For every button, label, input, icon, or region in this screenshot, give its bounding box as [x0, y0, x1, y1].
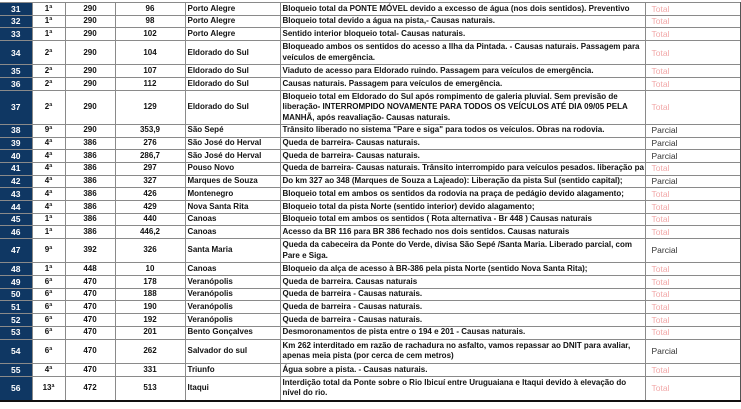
superintendencia-cell: 4ª — [32, 162, 65, 175]
status-cell: Total — [645, 15, 741, 28]
municipio-cell: Porto Alegre — [185, 15, 280, 28]
br-cell: 290 — [65, 3, 115, 16]
superintendencia-cell: 4ª — [32, 200, 65, 213]
municipio-cell: Itaqui — [185, 376, 280, 401]
table-row — [0, 65, 741, 78]
km-cell: 446,2 — [115, 226, 185, 239]
km-cell: 513 — [115, 376, 185, 401]
row-id-cell: 39 — [0, 137, 32, 150]
km-cell: 276 — [115, 137, 185, 150]
table-row — [0, 326, 741, 339]
municipio-cell: Eldorado do Sul — [185, 41, 280, 65]
br-cell: 386 — [65, 150, 115, 163]
table-row — [0, 28, 741, 41]
row-id-cell: 32 — [0, 15, 32, 28]
municipio-cell: Eldorado do Sul — [185, 78, 280, 91]
municipio-cell: São Sepé — [185, 124, 280, 137]
table-row — [0, 137, 741, 150]
row-id-cell: 38 — [0, 124, 32, 137]
superintendencia-cell: 4ª — [32, 175, 65, 188]
table-row — [0, 162, 741, 175]
table-row — [0, 339, 741, 363]
table-row — [0, 314, 741, 327]
status-cell: Total — [645, 200, 741, 213]
br-cell: 470 — [65, 326, 115, 339]
br-cell: 290 — [65, 28, 115, 41]
br-cell: 290 — [65, 78, 115, 91]
status-cell: Total — [645, 376, 741, 401]
km-cell: 262 — [115, 339, 185, 363]
superintendencia-cell: 2ª — [32, 90, 65, 124]
description-cell: Trânsito liberado no sistema "Pare e siga" para todos os veículos. Obras na rodovia. — [280, 124, 645, 137]
km-cell: 426 — [115, 188, 185, 201]
municipio-cell: Veranópolis — [185, 288, 280, 301]
br-cell: 386 — [65, 213, 115, 226]
km-cell: 107 — [115, 65, 185, 78]
status-cell: Total — [645, 213, 741, 226]
municipio-cell: Porto Alegre — [185, 28, 280, 41]
status-cell: Total — [645, 162, 741, 175]
superintendencia-cell: 1ª — [32, 213, 65, 226]
status-cell: Parcial — [645, 150, 741, 163]
row-id-cell: 54 — [0, 339, 32, 363]
superintendencia-cell: 2ª — [32, 65, 65, 78]
br-cell: 470 — [65, 301, 115, 314]
superintendencia-cell: 4ª — [32, 137, 65, 150]
description-cell: Sentido interior bloqueio total- Causas naturais. — [280, 28, 645, 41]
superintendencia-cell: 9ª — [32, 239, 65, 263]
br-cell: 472 — [65, 376, 115, 401]
br-cell: 290 — [65, 15, 115, 28]
municipio-cell: Veranópolis — [185, 314, 280, 327]
description-cell: Desmoronamentos de pista entre o 194 e 201 - Causas naturais. — [280, 326, 645, 339]
row-id-cell: 33 — [0, 28, 32, 41]
km-cell: 188 — [115, 288, 185, 301]
municipio-cell: Porto Alegre — [185, 3, 280, 16]
status-cell: Total — [645, 363, 741, 376]
br-cell: 290 — [65, 41, 115, 65]
status-cell: Total — [645, 288, 741, 301]
km-cell: 429 — [115, 200, 185, 213]
municipio-cell: Montenegro — [185, 188, 280, 201]
km-cell: 326 — [115, 239, 185, 263]
status-cell: Parcial — [645, 137, 741, 150]
status-cell: Total — [645, 226, 741, 239]
table-row — [0, 90, 741, 124]
description-cell: Km 262 interditado em razão de rachadura no asfalto, vamos repassar ao DNIT para avaliar, apenas meia pista (por cerca de cem metros) — [280, 339, 645, 363]
municipio-cell: Santa Maria — [185, 239, 280, 263]
table-row — [0, 78, 741, 91]
km-cell: 353,9 — [115, 124, 185, 137]
row-id-cell: 46 — [0, 226, 32, 239]
status-cell: Total — [645, 314, 741, 327]
br-cell: 386 — [65, 226, 115, 239]
status-cell: Total — [645, 78, 741, 91]
table-row — [0, 15, 741, 28]
km-cell: 440 — [115, 213, 185, 226]
br-cell: 386 — [65, 175, 115, 188]
br-cell: 470 — [65, 314, 115, 327]
table-row — [0, 276, 741, 289]
table-row — [0, 188, 741, 201]
br-cell: 386 — [65, 162, 115, 175]
br-cell: 386 — [65, 188, 115, 201]
br-cell: 470 — [65, 363, 115, 376]
table-row — [0, 41, 741, 65]
br-cell: 290 — [65, 124, 115, 137]
row-id-cell: 51 — [0, 301, 32, 314]
municipio-cell: Bento Gonçalves — [185, 326, 280, 339]
row-id-cell: 55 — [0, 363, 32, 376]
row-id-cell: 56 — [0, 376, 32, 401]
br-cell: 290 — [65, 65, 115, 78]
status-cell: Parcial — [645, 175, 741, 188]
km-cell: 297 — [115, 162, 185, 175]
description-cell: Queda de barreira- Causas naturais. — [280, 150, 645, 163]
superintendencia-cell: 6ª — [32, 314, 65, 327]
status-cell: Total — [645, 263, 741, 276]
table-row — [0, 150, 741, 163]
km-cell: 327 — [115, 175, 185, 188]
km-cell: 129 — [115, 90, 185, 124]
br-cell: 290 — [65, 90, 115, 124]
status-cell: Total — [645, 276, 741, 289]
table-row — [0, 124, 741, 137]
municipio-cell: Marques de Souza — [185, 175, 280, 188]
municipio-cell: Canoas — [185, 213, 280, 226]
table-row — [0, 175, 741, 188]
description-cell: Queda da cabeceira da Ponte do Verde, divisa São Sepé /Santa Maria. Liberado parcial, com Pare e Siga. — [280, 239, 645, 263]
status-cell: Parcial — [645, 339, 741, 363]
municipio-cell: Canoas — [185, 263, 280, 276]
superintendencia-cell: 6ª — [32, 288, 65, 301]
br-cell: 386 — [65, 137, 115, 150]
municipio-cell: Nova Santa Rita — [185, 200, 280, 213]
description-cell: Bloqueio total devido a água na pista,- Causas naturais. — [280, 15, 645, 28]
municipio-cell: Salvador do sul — [185, 339, 280, 363]
km-cell: 178 — [115, 276, 185, 289]
km-cell: 190 — [115, 301, 185, 314]
table-row — [0, 200, 741, 213]
row-id-cell: 42 — [0, 175, 32, 188]
road-status-table — [0, 2, 741, 402]
row-id-cell: 50 — [0, 288, 32, 301]
superintendencia-cell: 6ª — [32, 276, 65, 289]
br-cell: 470 — [65, 276, 115, 289]
row-id-cell: 31 — [0, 3, 32, 16]
description-cell: Queda de barreira - Causas naturais. — [280, 301, 645, 314]
municipio-cell: São José do Herval — [185, 150, 280, 163]
km-cell: 96 — [115, 3, 185, 16]
row-id-cell: 52 — [0, 314, 32, 327]
br-cell: 386 — [65, 200, 115, 213]
superintendencia-cell: 1ª — [32, 263, 65, 276]
row-id-cell: 53 — [0, 326, 32, 339]
superintendencia-cell: 9ª — [32, 124, 65, 137]
table-row — [0, 239, 741, 263]
municipio-cell: São José do Herval — [185, 137, 280, 150]
br-cell: 448 — [65, 263, 115, 276]
table-row — [0, 3, 741, 16]
km-cell: 104 — [115, 41, 185, 65]
status-cell: Total — [645, 3, 741, 16]
table-row — [0, 376, 741, 401]
row-id-cell: 49 — [0, 276, 32, 289]
municipio-cell: Triunfo — [185, 363, 280, 376]
row-id-cell: 41 — [0, 162, 32, 175]
km-cell: 102 — [115, 28, 185, 41]
description-cell: Interdição total da Ponte sobre o Rio Ibicuí entre Uruguaiana e Itaqui devido à elevação do nível do rio. — [280, 376, 645, 401]
description-cell: Causas naturais. Passagem para veículos de emergência. — [280, 78, 645, 91]
superintendencia-cell: 1ª — [32, 3, 65, 16]
table-row — [0, 263, 741, 276]
status-cell: Parcial — [645, 239, 741, 263]
status-cell: Total — [645, 326, 741, 339]
km-cell: 201 — [115, 326, 185, 339]
superintendencia-cell: 6ª — [32, 301, 65, 314]
row-id-cell: 37 — [0, 90, 32, 124]
status-cell: Total — [645, 301, 741, 314]
description-cell: Queda de barreira - Causas naturais. — [280, 288, 645, 301]
description-cell: Bloqueio total em ambos os sentidos ( Rota alternativa - Br 448 ) Causas naturais — [280, 213, 645, 226]
superintendencia-cell: 6ª — [32, 326, 65, 339]
description-cell: Queda de barreira - Causas naturais. — [280, 314, 645, 327]
km-cell: 192 — [115, 314, 185, 327]
row-id-cell: 34 — [0, 41, 32, 65]
description-cell: Queda de barreira- Causas naturais. — [280, 137, 645, 150]
description-cell: Bloqueio total da pista Norte (sentido interior) devido alagamento; — [280, 200, 645, 213]
superintendencia-cell: 1ª — [32, 15, 65, 28]
table-row — [0, 363, 741, 376]
km-cell: 286,7 — [115, 150, 185, 163]
description-cell: Acesso da BR 116 para BR 386 fechado nos dois sentidos. Causas naturais — [280, 226, 645, 239]
municipio-cell: Veranópolis — [185, 276, 280, 289]
description-cell: Do km 327 ao 348 (Marques de Souza a Lajeado): Liberação da pista Sul (sentido capital); — [280, 175, 645, 188]
status-cell: Parcial — [645, 124, 741, 137]
municipio-cell: Eldorado do Sul — [185, 65, 280, 78]
row-id-cell: 48 — [0, 263, 32, 276]
status-cell: Total — [645, 188, 741, 201]
row-id-cell: 44 — [0, 200, 32, 213]
row-id-cell: 47 — [0, 239, 32, 263]
description-cell: Água sobre a pista. - Causas naturais. — [280, 363, 645, 376]
superintendencia-cell: 4ª — [32, 150, 65, 163]
table-row — [0, 213, 741, 226]
km-cell: 331 — [115, 363, 185, 376]
km-cell: 10 — [115, 263, 185, 276]
superintendencia-cell: 4ª — [32, 363, 65, 376]
municipio-cell: Canoas — [185, 226, 280, 239]
superintendencia-cell: 6ª — [32, 339, 65, 363]
status-cell: Total — [645, 28, 741, 41]
superintendencia-cell: 4ª — [32, 188, 65, 201]
status-cell: Total — [645, 65, 741, 78]
description-cell: Queda de barreira. Causas naturais — [280, 276, 645, 289]
superintendencia-cell: 1ª — [32, 226, 65, 239]
row-id-cell: 40 — [0, 150, 32, 163]
table-row — [0, 301, 741, 314]
km-cell: 112 — [115, 78, 185, 91]
br-cell: 470 — [65, 288, 115, 301]
table-row — [0, 288, 741, 301]
description-cell: Queda de barreira- Causas naturais. Trânsito interrompido para veículos pesados. liberação pa — [280, 162, 645, 175]
description-cell: Bloqueado ambos os sentidos do acesso a Ilha da Pintada. - Causas naturais. Passagem para veículos de emergência. — [280, 41, 645, 65]
municipio-cell: Pouso Novo — [185, 162, 280, 175]
municipio-cell: Eldorado do Sul — [185, 90, 280, 124]
description-cell: Bloqueio total em Eldorado do Sul após rompimento de galeria pluvial. Sem previsão de liberação- INTERROMPIDO NOVAMENTE PARA TODOS OS VEÍCULOS ATÉ DIA 09/05 PELA MANHÃ, após reavaliação- Causas naturais. — [280, 90, 645, 124]
description-cell: Bloqueio total em ambos os sentidos da rodovia na praça de pedágio devido alagamento; — [280, 188, 645, 201]
superintendencia-cell: 2ª — [32, 41, 65, 65]
description-cell: Bloqueio total da PONTE MÓVEL devido a excesso de água (nos dois sentidos). Preventivo — [280, 3, 645, 16]
status-cell: Total — [645, 41, 741, 65]
description-cell: Viaduto de acesso para Eldorado ruindo. Passagem para veículos de emergência. — [280, 65, 645, 78]
br-cell: 470 — [65, 339, 115, 363]
status-cell: Total — [645, 90, 741, 124]
row-id-cell: 45 — [0, 213, 32, 226]
row-id-cell: 36 — [0, 78, 32, 91]
superintendencia-cell: 1ª — [32, 28, 65, 41]
description-cell: Bloqueio da alça de acesso à BR-386 pela pista Norte (sentido Nova Santa Rita); — [280, 263, 645, 276]
municipio-cell: Veranópolis — [185, 301, 280, 314]
km-cell: 98 — [115, 15, 185, 28]
superintendencia-cell: 13ª — [32, 376, 65, 401]
br-cell: 392 — [65, 239, 115, 263]
row-id-cell: 35 — [0, 65, 32, 78]
row-id-cell: 43 — [0, 188, 32, 201]
superintendencia-cell: 2ª — [32, 78, 65, 91]
table-row — [0, 226, 741, 239]
